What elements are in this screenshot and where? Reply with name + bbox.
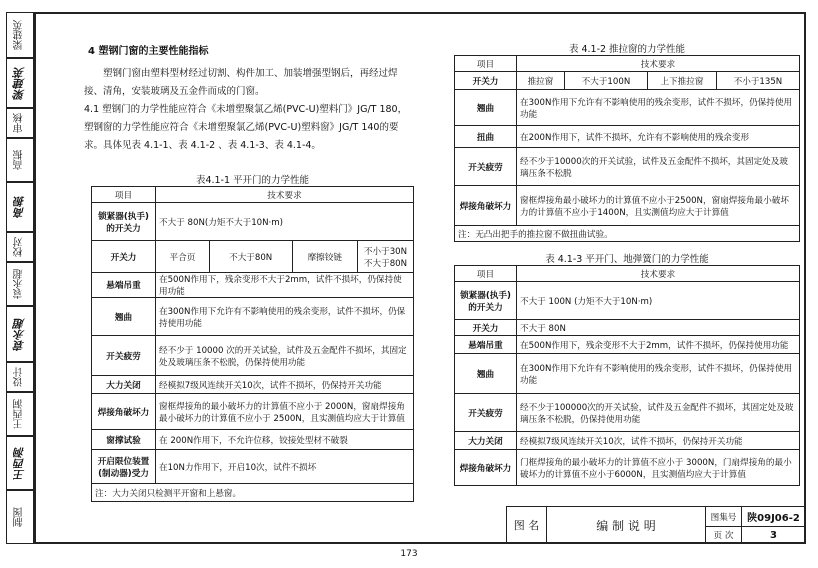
sub-cell: 摩擦铰链	[292, 241, 357, 273]
row-value: 在10N力作用下，开启10次，试件不损坏	[156, 450, 414, 484]
table-row	[455, 394, 800, 432]
table-4-1-1	[91, 172, 414, 502]
signature-cell	[6, 182, 34, 232]
column-header: 项目	[92, 187, 156, 203]
row-label: 翘曲	[455, 90, 517, 126]
row-label: 窗撑试验	[92, 430, 156, 450]
row-value: 不大于 80N(力矩不大于10N·m)	[156, 203, 414, 241]
row-label: 开启限位装置(制动器)受力	[92, 450, 156, 484]
row-value: 经模拟7级风连续开关10次，试件不损坏，仍保持开关功能	[156, 376, 414, 394]
drawing-name: 编 制 说 明	[547, 507, 706, 544]
row-value: 经模拟7级风连续开关10次，试件不损坏，仍保持开关功能	[517, 432, 800, 450]
signer-name-cell	[6, 262, 34, 306]
signature: 高振	[13, 196, 26, 218]
role-label: 设计	[14, 367, 25, 387]
row-value: 在 200N作用下，不允许位移，铰接处型材不破裂	[156, 430, 414, 450]
signer-name: 袁永超	[14, 269, 25, 299]
table-4-1-3	[454, 265, 800, 486]
table-row	[92, 450, 414, 484]
table-header-row	[92, 187, 414, 203]
row-label: 焊接角破坏力	[455, 450, 517, 486]
table-row	[92, 336, 414, 376]
table-header-row	[455, 266, 800, 282]
column-header: 技术要求	[156, 187, 414, 203]
table-note: 注：无凸出把手的推拉窗不做扭曲试验。	[455, 226, 800, 242]
row-value: 窗框焊接角的最小破坏力的计算值不应小于 2000N，窗扇焊接角最小破坏力的计算值不应小于 2500N，且实测值均应大于计算值	[156, 394, 414, 430]
row-value: 在300N作用下允许有不影响使用的残余变形，试件不损坏，仍保持使用功能	[517, 354, 800, 394]
row-label: 开关力	[455, 72, 517, 90]
signer-name: 梁建英	[14, 20, 25, 50]
row-value: 在300N作用下允许有不影响使用的残余变形，试件不损坏，仍保持使用功能	[156, 298, 414, 336]
role-cell	[6, 232, 34, 262]
role-cell	[6, 108, 34, 138]
signature: 梁建英	[13, 66, 26, 100]
title-block-table	[506, 506, 806, 544]
row-label: 大力关闭	[92, 376, 156, 394]
sub-cell: 不小于135N	[716, 72, 799, 90]
table-row	[455, 354, 800, 394]
role-label: 审核	[14, 113, 25, 133]
signer-name: 王西洞	[14, 399, 25, 429]
title-block	[506, 506, 806, 544]
column-header: 项目	[455, 56, 517, 72]
role-label: 制图	[14, 507, 25, 527]
row-label: 悬端吊重	[455, 336, 517, 354]
table-row	[455, 320, 800, 336]
row-value: 窗框焊接角最小破坏力的计算值不应小于2500N，窗扇焊接角最小破坏力的计算值不应小于1400N，且实测值均应大于计算值	[517, 186, 800, 226]
row-label: 焊接角破坏力	[92, 394, 156, 430]
signature-cell	[6, 58, 34, 108]
table-note-row	[455, 226, 800, 242]
sheet-page: 3	[742, 527, 806, 544]
table-row	[455, 186, 800, 226]
signature-strip	[6, 12, 34, 544]
column-header: 项目	[455, 266, 517, 282]
signer-name-cell	[6, 392, 34, 436]
table-row	[455, 148, 800, 186]
page-number: 173	[400, 549, 418, 559]
row-label: 翘曲	[92, 298, 156, 336]
role-cell	[6, 362, 34, 392]
row-label: 锁紧器(执手)的开关力	[92, 203, 156, 241]
row-value: 在200N作用下，试件不损坏，允许有不影响使用的残余变形	[517, 126, 800, 148]
table-caption: 表4.1-1 平开门的力学性能	[195, 175, 310, 186]
row-value: 在500N作用下，残余变形不大于2mm，试件不损坏，仍保持使用功能	[156, 273, 414, 298]
section-text	[84, 42, 414, 155]
role-cell	[6, 490, 34, 544]
row-value: 在300N作用下允许有不影响使用的残余变形，试件不损坏，仍保持使用功能	[517, 90, 800, 126]
row-label: 翘曲	[455, 354, 517, 394]
row-value: 在500N作用下，残余变形不大于2mm，试件不损坏，仍保持使用功能	[517, 336, 800, 354]
signature-cell	[6, 436, 34, 490]
table-caption: 表 4.1-2 推拉窗的力学性能	[568, 44, 686, 55]
table-note-row	[92, 484, 414, 502]
table-header-row	[455, 56, 800, 72]
row-label: 焊接角破坏力	[455, 186, 517, 226]
data-table	[91, 186, 414, 502]
row-value: 经不少于 10000 次的开关试验，试件及五金配件不损坏，其固定处及玻璃压条不松脱，仍保持使用功能	[156, 336, 414, 376]
signer-name-cell	[6, 12, 34, 58]
table-row	[455, 126, 800, 148]
row-label: 锁紧器(执手)的开关力	[455, 282, 517, 320]
atlas-number: 陕09J06-2	[742, 507, 806, 527]
row-label: 开关疲劳	[455, 148, 517, 186]
atlas-number-label: 图集号	[706, 507, 742, 527]
column-header: 技术要求	[517, 266, 800, 282]
column-header: 技术要求	[517, 56, 800, 72]
row-value: 经不少于100000次的开关试验，试件及五金配件不损坏，其固定处及玻璃压条不松脱，仍保持使用功能	[517, 394, 800, 432]
signature: 王西洞	[13, 446, 26, 480]
signature: 袁永超	[13, 317, 26, 351]
sub-cell: 推拉窗	[517, 72, 565, 90]
intro-paragraph: 塑钢门窗由塑料型材经过切割、构件加工、加装增强型钢后，再经过焊接、清角，安装玻璃及五金件而成的门窗。	[84, 68, 398, 97]
row-value: 不大于 100N (力矩不大于10N·m)	[517, 282, 800, 320]
table-caption: 表 4.1-3 平开门、地弹簧门的力学性能	[545, 254, 709, 265]
table-row	[455, 72, 800, 90]
table-note: 注：大力关闭只检测平开窗和上悬窗。	[92, 484, 414, 502]
table-row	[92, 394, 414, 430]
table-row	[92, 241, 414, 273]
row-label: 扭曲	[455, 126, 517, 148]
drawing-name-label: 图 名	[507, 507, 547, 544]
page-label: 页 次	[706, 527, 742, 544]
table-row	[455, 90, 800, 126]
table-row	[92, 298, 414, 336]
standards-paragraph: 4.1 塑钢门的力学性能应符合《未增塑聚氯乙烯(PVC-U)塑料门》JG/T 180，塑钢窗的力学性能应符合《未增塑聚氯乙烯(PVC-U)塑料窗》JG/T 140的要求。具体见表 4.1-1、表 4.1-2 、表 4.1-3、表 4.1-4。	[84, 104, 408, 151]
role-label: 校对	[14, 237, 25, 257]
row-value: 经不少于10000次的开关试验，试件及五金配件不损坏，其固定处及玻璃压条不松脱	[517, 148, 800, 186]
sub-cell: 平合页	[156, 241, 210, 273]
signer-name-cell	[6, 138, 34, 182]
title-block-row	[507, 507, 806, 527]
sub-cell: 上下推拉窗	[647, 72, 716, 90]
table-row	[92, 203, 414, 241]
section-heading: 4 塑钢门窗的主要性能指标	[88, 46, 209, 57]
row-value: 不大于 80N	[517, 320, 800, 336]
row-label: 开关疲劳	[92, 336, 156, 376]
row-value: 门框焊接角的最小破坏力的计算值不应小于 3000N，门扇焊接角的最小破坏力的计算值不应小于6000N，且实测值均应大于计算值	[517, 450, 800, 486]
sub-cell: 不大于100N	[564, 72, 647, 90]
table-row	[455, 282, 800, 320]
table-row	[455, 336, 800, 354]
table-row	[92, 376, 414, 394]
table-row	[92, 273, 414, 298]
table-row	[92, 430, 414, 450]
signature-cell	[6, 306, 34, 362]
row-label: 开关疲劳	[455, 394, 517, 432]
table-row	[455, 450, 800, 486]
row-label: 开关力	[92, 241, 156, 273]
row-label: 大力关闭	[455, 432, 517, 450]
signer-name: 高振	[14, 150, 25, 170]
table-row	[455, 432, 800, 450]
table-4-1-2	[454, 55, 800, 242]
sub-cell: 不大于80N	[209, 241, 292, 273]
row-label: 悬端吊重	[92, 273, 156, 298]
sub-cell: 不小于30N 不大于80N	[358, 241, 414, 273]
row-label: 开关力	[455, 320, 517, 336]
